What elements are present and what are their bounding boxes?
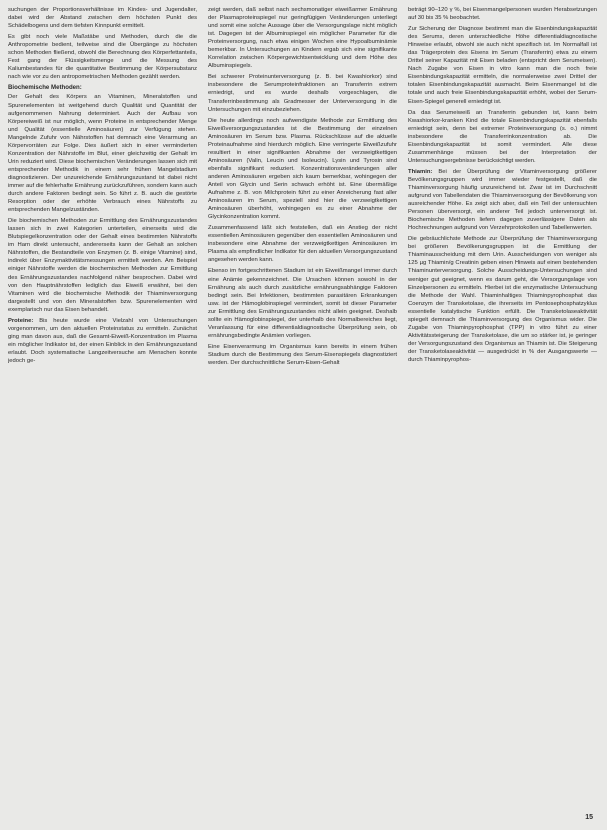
paragraph-text: beträgt 90–120 γ %, bei Eisenmangelpersonen wurden Herabsetzungen auf 30 bis 35 % beobachtet.: [408, 7, 597, 22]
paragraph: [8, 317, 197, 365]
paragraph: [8, 217, 197, 314]
paragraph: [408, 109, 597, 165]
paragraph: [408, 6, 597, 22]
column-3: [408, 6, 597, 806]
paragraph-text: Zur Sicherung der Diagnose bestimmt man die Eisenbindungskapazität des Serums, deren unterschiedliche Höhe differentialdiagnostische Hinweise erlaubt, obwohl sie auch nicht spezifisch ist. Im Normalfall ist das Trägerprotein des Eisens im Serum (Transferrin) etwa zu einem Drittel seiner Kapazität mit Eisen beladen (entspricht dem Serumeisen). Nach Zugabe von Eisen in vitro kann man die noch freie Eisenbindungskapazität ermitteln, die normalerweise zwei Drittel der totalen Eisenbindungskapazität ausmacht. Beim Eisenmangel ist die totale und auch freie Eisenbindungskapazität erhöht, wobei der Serum-Eisen-Spiegel generell erniedrigt ist.: [408, 26, 597, 105]
paragraph-text: zeigt werden, daß selbst nach sechsmonatiger eiweißarmer Ernährung der Plasmaproteinspiegel nur geringfügigen Veränderungen unterliegt und somit eine solche Aussage über die Versorgungslage nicht möglich ist. Dagegen ist der Albuminspiegel ein möglicher Parameter für die Proteinversorgung, nach etwa einigen Wochen eine Hypoalbuminämie bemerkbar. In Untersuchungen an Kindern ergab sich eine signifikante Korrelation zwischen Körpergewichtsentwicklung und dem Höhe des Albuminspiegels.: [208, 7, 397, 70]
paragraph: [208, 117, 397, 222]
page-number: 15: [585, 814, 593, 821]
paragraph-text: Die biochemischen Methoden zur Ermittlung des Ernährungszustandes lassen sich in zwei Kategorien unterteilen, einerseits wird die Blutspiegelkonzentration oder der Gehalt eines bestimmten Nährstoffs im Harn direkt untersucht, andererseits kann der Gehalt an solchen Nährstoffen, die Bestandteile von Enzymen (z. B. einige Vitamine) sind, indirekt über Enzymaktivitätsmessungen ermittelt werden. Am Beispiel einiger Nährstoffe werden die biochemischen Methoden zur Ermittlung des Ernährungszustandes nachfolgend näher besprochen. Dabei wird von den Hauptnährstoffen lediglich das Eiweiß erwähnt, bei den Vitaminen wird die biochemische Methodik der Thiaminversorgung dargestellt und von den Mineralstoffen bzw. Spurenelementen wird exemplarisch nur das Eisen behandelt.: [8, 218, 197, 313]
paragraph-text: Es gibt noch viele Maßstäbe und Methoden, durch die die Anthropometrie bedient, teilweise sind die Übergänge zu höchsten schon Methoden fließend, obwohl die Berechnung des Körperfettanteils, Fest gang der Flüssigkeitsmenge und die Messung des Kaliumbestandes für die quantitative Bestimmung der Körpersubstanz nach wie vor zu den antropometrischen Methoden gezählt werden.: [8, 34, 197, 81]
paragraph: [408, 235, 597, 364]
section-heading: Biochemische Methoden:: [8, 84, 82, 92]
paragraph-text: Die gebräuchlichste Methode zur Überprüfung der Thiaminversorgung bei größeren Bevölkerungsgruppen ist die Ermittlung der Thiaminausscheidung mit dem Urin. Ausscheidungen von weniger als 125 µg Thiamin/g Creatinin geben einen Hinweis auf einen bestehenden Thiaminunterversorgung. Solche Ausscheidungs-Untersuchungen sind weniger gut geeignet, wenn es darum geht, die Versorgungslage von Einzelpersonen zu ermitteln. Hierbei ist die enzymatische Untersuchung die Methode der Wahl. Thiaminhaltiges Thiaminpyrophosphat das Coenzym der Transketolase, die ihrerseits im Pentosephosphatzyklus essentielle katalytische Funktion erfüllt. Die Transketolaseaktivität spiegelt demnach die Thiaminversorgung des Organismus wider. Die Zugabe von Thiaminpyrophosphat (TPP) in vitro führt zu einer Aktivitätssteigerung der Transketolase, die um so stärker ist, je geringer der Versorgungszustand des Organismus an Thiamin ist. Die Steigerung der Transketolaseaktivität — ausgedrückt in % der Ausgangswerte — durch Thiaminpyrophos-: [408, 236, 597, 363]
paragraph-lead: Proteine:: [8, 317, 34, 324]
paragraph: [208, 267, 397, 339]
column-2: [208, 6, 397, 806]
text-columns: [8, 6, 597, 806]
paragraph: [208, 73, 397, 113]
paragraph-text: Zusammenfassend läßt sich feststellen, daß ein Anstieg der nicht essentiellen Aminosäuren gegenüber den essentiellen Aminosäuren und insbesondere eine Abnahme der verzweigtkettigen Aminosäuren im Plasma als empfindlicher Indikator für den aktuellen Versorgungszustand angesehen werden kann.: [208, 225, 397, 264]
paragraph: [208, 6, 397, 70]
paragraph-text: Da das Serumeiweiß an Transferrin gebunden ist, kann beim Kwashiorkor-kranken Kind die totale Eisenbindungskapazität ebenfalls erniedrigt sein, denn bei extremer Proteinversorgung (s. o.) nimmt insbesondere die Transferrinkonzentration ab. Die Eisenbindungskapazität ist somit vermindert. Alle diese Zusammenhänge müssen bei der Interpretation der Untersuchungsergebnisse berücksichtigt werden.: [408, 109, 597, 164]
paragraph: [8, 6, 197, 30]
paragraph-text: Die heute allerdings noch aufwendigste Methode zur Ermittlung des Eiweißversorgungszustandes ist die Bestimmung der einzelnen Aminosäuren im Serum bzw. Plasma. Rückschlüsse auf die aktuelle Proteinaufnahme sind hierdurch möglich. Eine verringerte Eiweißzufuhr resultiert in einer signifikanten Abnahme der verzweigtkettigen Aminosäuren (Valin, Leucin und Isoleucin). Lysin und Tyrosin sind ebenfalls signifikant reduziert. Konzentrationsveränderungen aller anderen Aminosäuren ergeben sich kaum bemerkbar, wohingegen der Anteil von Glycin und Serin schwach erhöht ist. Eine übermäßige Aufnahme z. B. von Milchprotein führt zu einer Anreicherung fast aller Aminosäuren im Serum, speziell sind hier die verzweigtkettigen Aminosäuren überhöht, wohingegen es zu einer Abnahme der Glycinkonzentration kommt.: [208, 117, 397, 221]
paragraph: [408, 168, 597, 232]
paragraph-text: Der Gehalt des Körpers an Vitaminen, Mineralstoffen und Spurenelementen ist weitgehend durch Qualität und Quantität der aufgenommenen Nahrung determiniert. Auch der Aufbau von Körpereiweiß ist nur möglich, wenn Proteine in entsprechender Menge und Qualität (essentielle Aminosäuren) zur Verfügung stehen. Mangelnde Zufuhr von Nährstoffen hat demnach eine Verarmung an Körpervorräten zur Folge. Dies äußert sich in einer verminderten Konzentration der Nährstoffe im Blut, einer gleichzeitig der Gehalt im Urin reduziert wird. Diese biochemischen Veränderungen lassen sich mit entsprechender Methodik in einem sehr frühen Mangelstadium diagnostizieren. Der unzureichende Ernährungszustand ist dabei nicht immer auf die fehlerhafte Ernährung zurückzuführen, sondern kann auch durch andere Faktoren bedingt sein. So führt z. B. auch die gestörte Resorption oder der erhöhte Verbrauch eines Nährstoffs zu entsprechenden Mangelzuständen.: [8, 94, 197, 214]
paragraph-text: Bis heute wurde eine Vielzahl von Untersuchungen vorgenommen, um den aktuellen Proteinstatus zu ermitteln. Zunächst ging man davon aus, daß die Gesamt-Eiweiß-Konzentration im Plasma ein möglicher Indikator ist, der einen Einblick in den Ernährungszustand erlaubt. Doch systematische Langzeitversuche am Menschen konnte jedoch ge-: [8, 317, 197, 364]
paragraph-text: Bei schwerer Proteinunterversorgung (z. B. bei Kwashiorkor) sind insbesondere die Serumproteinfraktionen an Transferrin extrem erniedrigt, und es wurde deshalb vorgeschlagen, die Transferrinbestimmung als Gradmesser der Unterversorgung in die Untersuchungen mit einzubeziehen.: [208, 74, 397, 113]
paragraph: [8, 33, 197, 81]
paragraph-text: suchungen der Proportionsverhältnisse im Kindes- und Jugendalter, dabei wird der Abstand zwischen dem höchsten Punkt des Schädelbogens und dem tiefsten Kinnpunkt ermittelt.: [8, 7, 197, 30]
paragraph-text: Bei der Überprüfung der Vitaminversorgung größerer Bevölkerungsgruppen wird immer wieder festgestellt, daß die Thiaminversorgung häufig unzureichend ist. Zwar ist im Durchschnitt aufgrund von Tabellendaten die Thiaminversorgung der Bevölkerung von ausreichender Höhe. Es zeigt sich aber, daß ein Teil der untersuchten Personen überversorgt, ein anderer Teil jedoch unterversorgt ist. Biochemische Methoden liefern dagegen zuverlässigere Daten als Hochrechnungen aufgrund von Verzehrprotokollen und Tabellenwerten.: [408, 168, 597, 232]
paragraph: [408, 25, 597, 105]
paragraph: [208, 224, 397, 264]
paragraph-lead: Thiamin:: [408, 168, 433, 175]
paragraph-text: Ebenso im fortgeschrittenen Stadium ist ein Eiweißmangel immer durch eine Anämie gekennzeichnet. Die Ursachen können sowohl in der Ernährung als auch durch zusätzliche ernährungsabhängige Faktoren bedingt sein. Bei Infektionen, bestimmten parasitären Erkrankungen usw. ist der Hämoglobinspiegel vermindert, somit ist dieser Parameter zur Ermittlung des Ernährungszustandes nicht allein geeignet. Deshalb sollte ein Hämoglobinspiegel, der unterhalb des Normalbereiches liegt, Veranlassung für eine differentialdiagnostische Überprüfung sein, ob ernährungsbedingte Anämien vorliegen.: [208, 268, 397, 339]
paragraph: [8, 93, 197, 214]
column-1: [8, 6, 197, 806]
paragraph: [208, 343, 397, 367]
paragraph-text: Eine Eisenverarmung im Organismus kann bereits in einem frühen Stadium durch die Bestimmung des Serum-Eisenspiegels diagnostiziert werden. Der durchschnittliche Serum-Eisen-Gehalt: [208, 343, 397, 366]
